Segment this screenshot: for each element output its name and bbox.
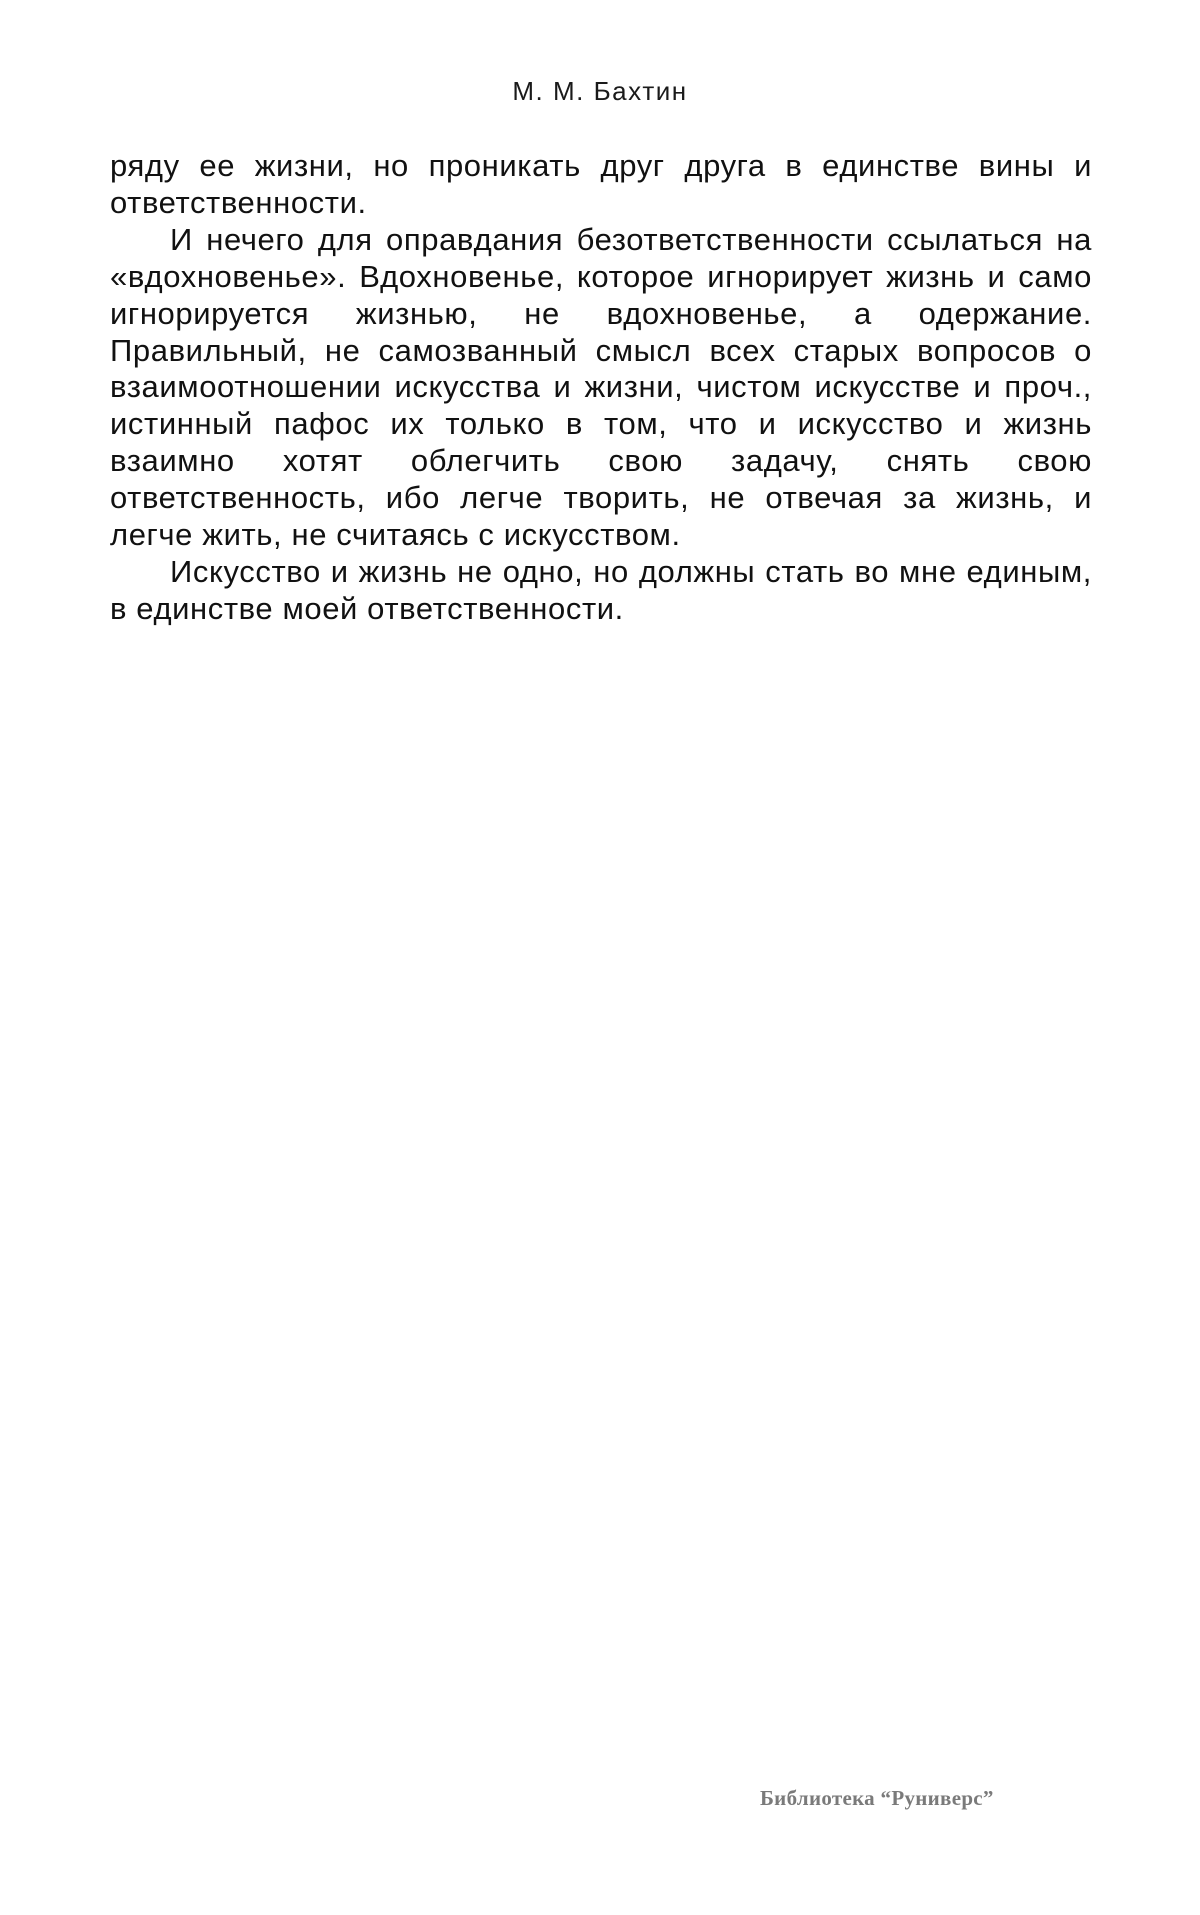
running-header: М. М. Бахтин — [512, 76, 688, 106]
paragraph-inspiration: И нечего для оправдания безответственности ссылаться на «вдохновенье». Вдохновенье, которое игнорирует жизнь и само игнорируется жизнью, не вдохновенье, а одержание. Правильный, не самозванный смысл всех старых вопросов о взаимоотношении искусства и жизни, чистом искусстве и проч., истинный пафос их только в том, что и искусство и жизнь взаимно хотят облегчить свою задачу, снять свою ответственность, ибо легче творить, не отвечая за жизнь, и легче жить, не считаясь с искусством. — [110, 221, 1092, 553]
paragraph-continuation: ряду ее жизни, но проникать друг друга в единстве вины и ответственности. — [110, 148, 1092, 220]
body-text — [110, 148, 1092, 628]
paragraph-art-and-life: Искусство и жизнь не одно, но должны стать во мне единым, в единстве моей ответственности. — [110, 553, 1092, 626]
library-watermark: Библиотека “Руниверс” — [760, 1786, 994, 1810]
